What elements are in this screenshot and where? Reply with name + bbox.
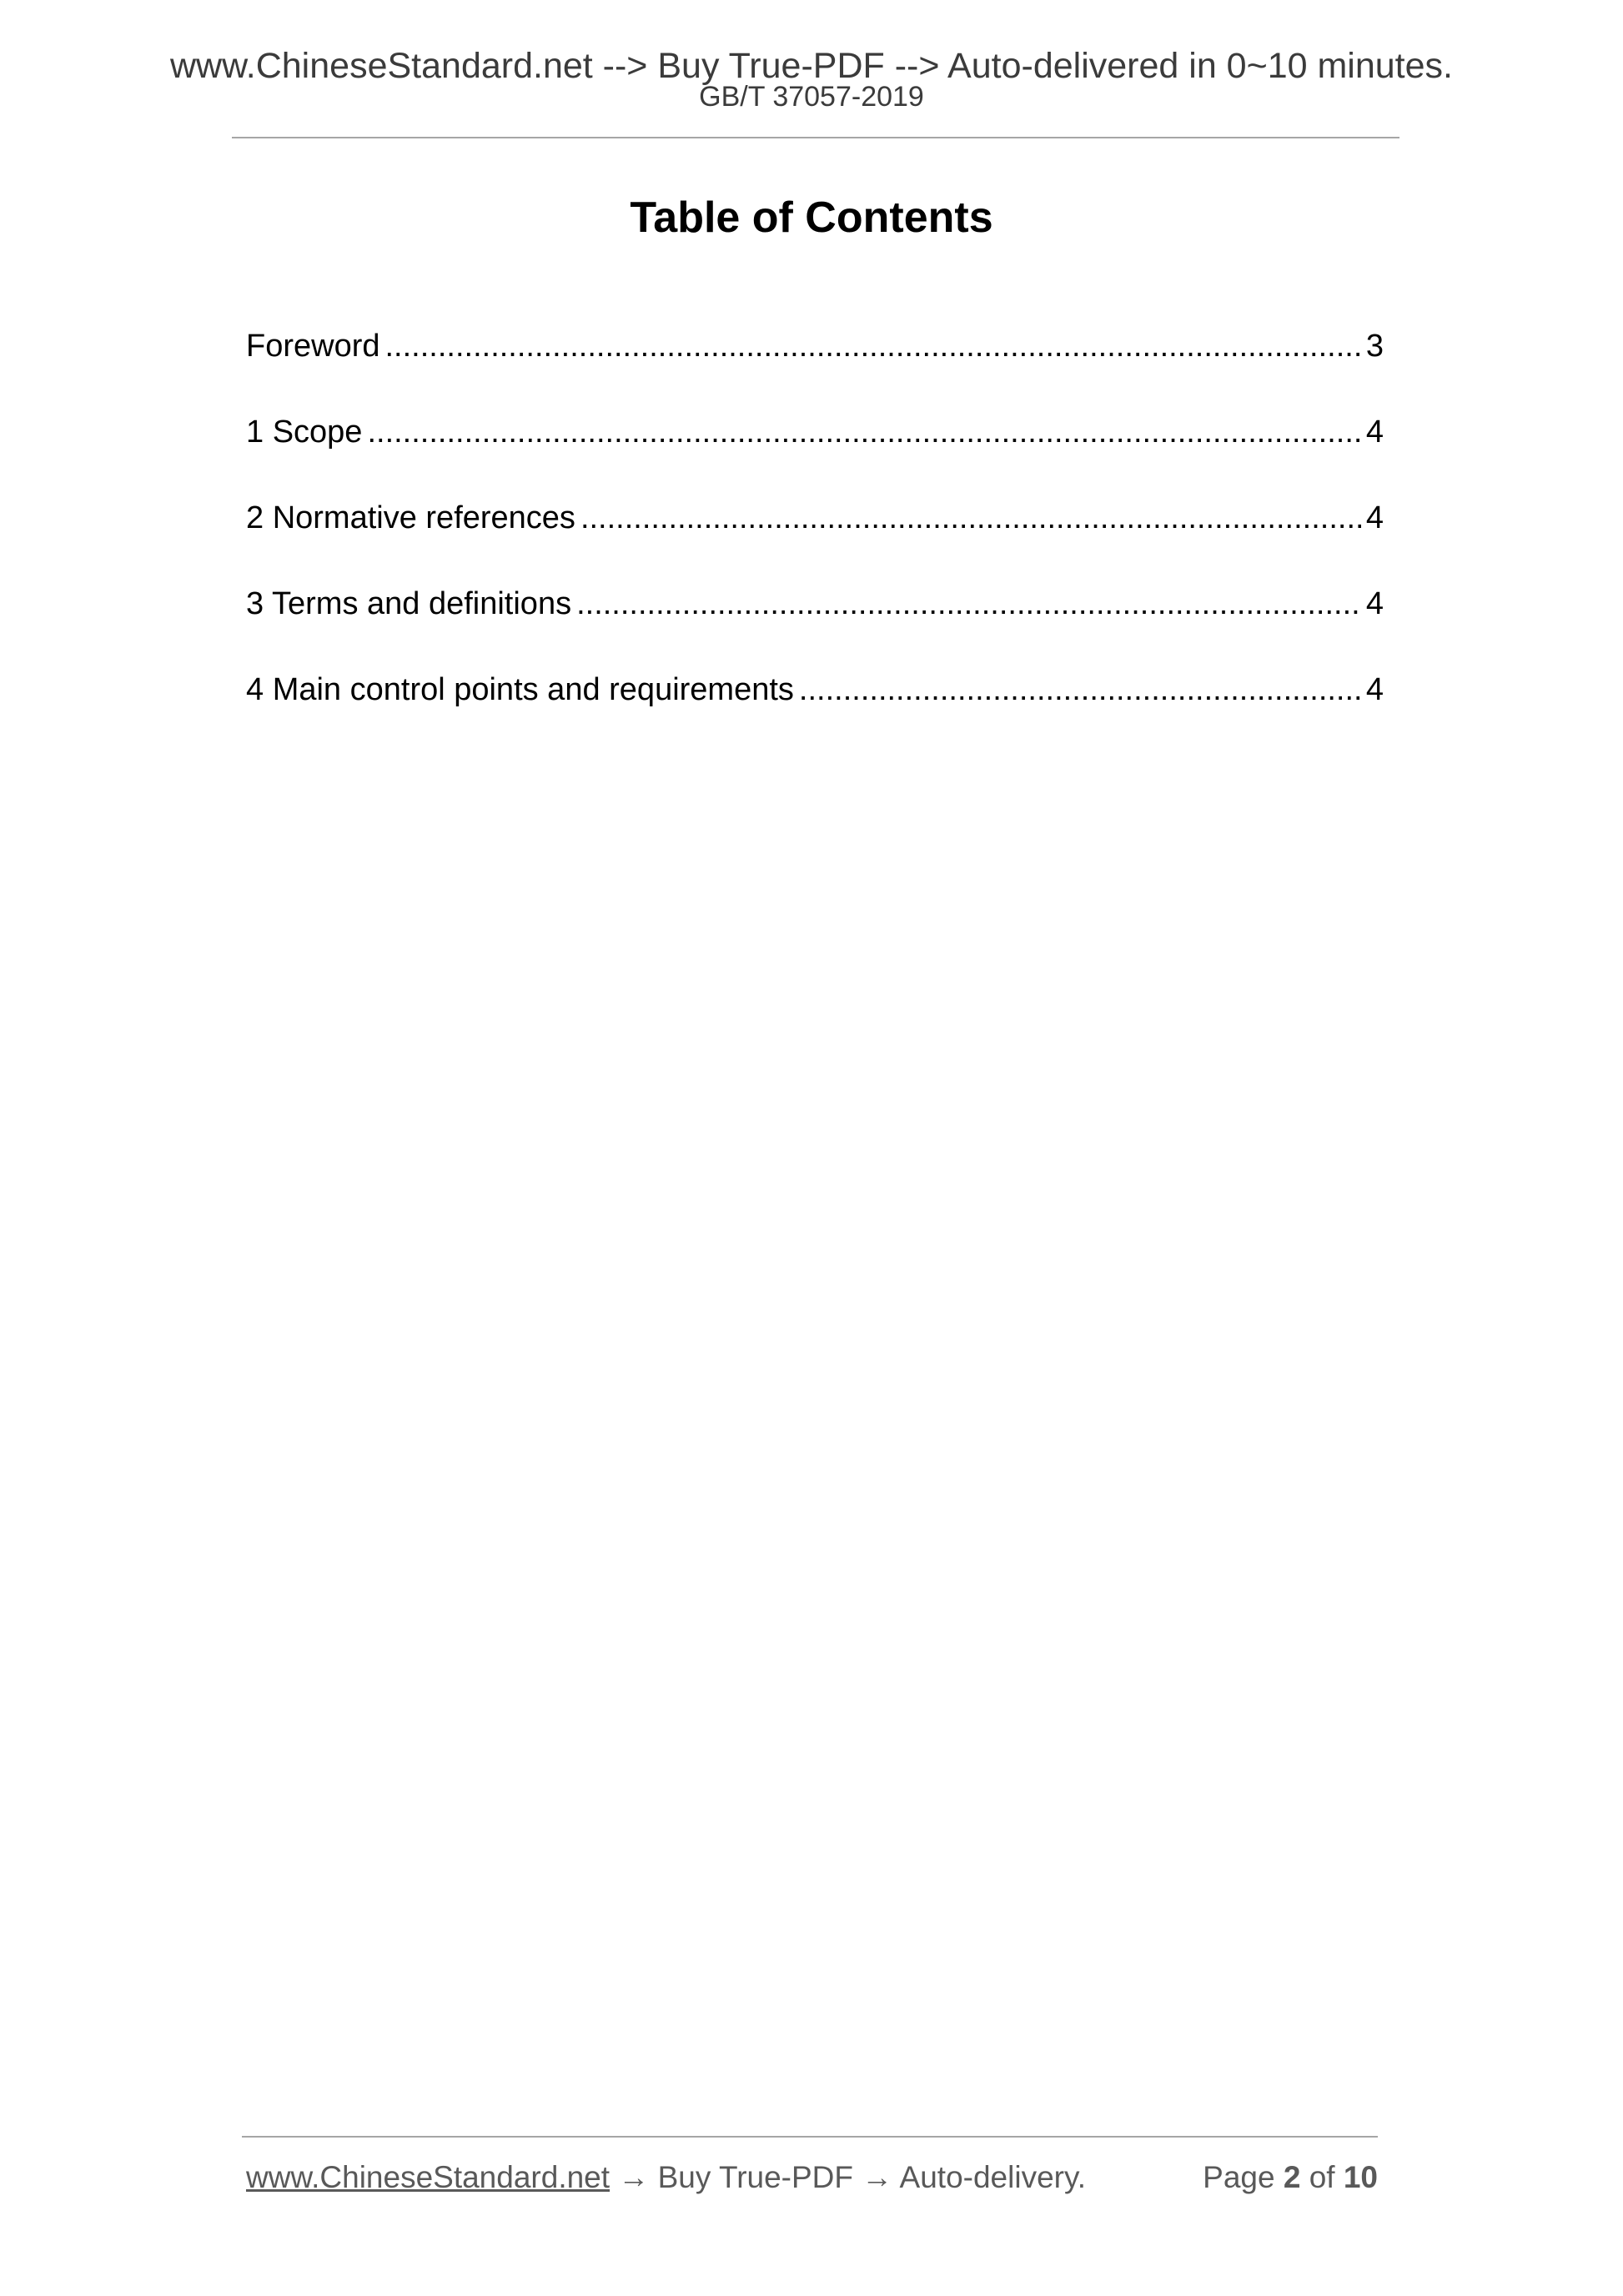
- toc-dot-leader: [580, 493, 1361, 543]
- toc-entry-page: 4: [1365, 586, 1384, 621]
- toc-dot-leader: [799, 665, 1361, 715]
- toc-entry-label: 4 Main control points and requirements: [246, 672, 794, 707]
- footer-promo: [246, 2157, 1086, 2198]
- footer-delivery-text: Auto-delivery.: [899, 2160, 1087, 2194]
- toc-dot-leader: [367, 407, 1360, 457]
- toc-entry-main-control-points[interactable]: [246, 665, 1384, 751]
- arrow-right-icon: →: [618, 2160, 650, 2194]
- toc-entry-scope[interactable]: [246, 407, 1384, 493]
- footer-divider: [242, 2136, 1378, 2138]
- arrow-right-icon: →: [862, 2160, 893, 2194]
- toc-dot-leader: [385, 321, 1361, 371]
- page-counter: [1203, 2157, 1378, 2198]
- toc-entry-page: 4: [1365, 672, 1384, 707]
- toc-dot-leader: [576, 579, 1361, 629]
- total-pages-number: 10: [1343, 2160, 1378, 2194]
- toc-entry-label: 1 Scope: [246, 414, 363, 450]
- of-word: of: [1309, 2160, 1335, 2194]
- toc-entry-foreword[interactable]: [246, 321, 1384, 407]
- site-banner: www.ChineseStandard.net --> Buy True-PDF --> Auto-delivered in 0~10 minutes.: [169, 46, 1453, 86]
- toc-entry-label: 3 Terms and definitions: [246, 586, 572, 621]
- toc-entry-normative-references[interactable]: [246, 493, 1384, 579]
- document-code: GB/T 37057-2019: [699, 81, 924, 113]
- toc-entry-page: 4: [1365, 414, 1384, 450]
- toc-entry-page: 4: [1365, 500, 1384, 535]
- page-word: Page: [1203, 2160, 1275, 2194]
- footer-buy-text: Buy True-PDF: [657, 2160, 854, 2194]
- toc-entry-page: 3: [1365, 329, 1384, 364]
- page-title: Table of Contents: [630, 193, 993, 242]
- toc-entry-terms-and-definitions[interactable]: [246, 579, 1384, 665]
- toc-entry-label: Foreword: [246, 329, 380, 364]
- toc-entry-label: 2 Normative references: [246, 500, 575, 535]
- header-divider: [232, 137, 1399, 138]
- page-footer: [246, 2157, 1378, 2198]
- current-page-number: 2: [1283, 2160, 1301, 2194]
- footer-site-link[interactable]: www.ChineseStandard.net: [246, 2160, 611, 2194]
- table-of-contents: [246, 321, 1384, 751]
